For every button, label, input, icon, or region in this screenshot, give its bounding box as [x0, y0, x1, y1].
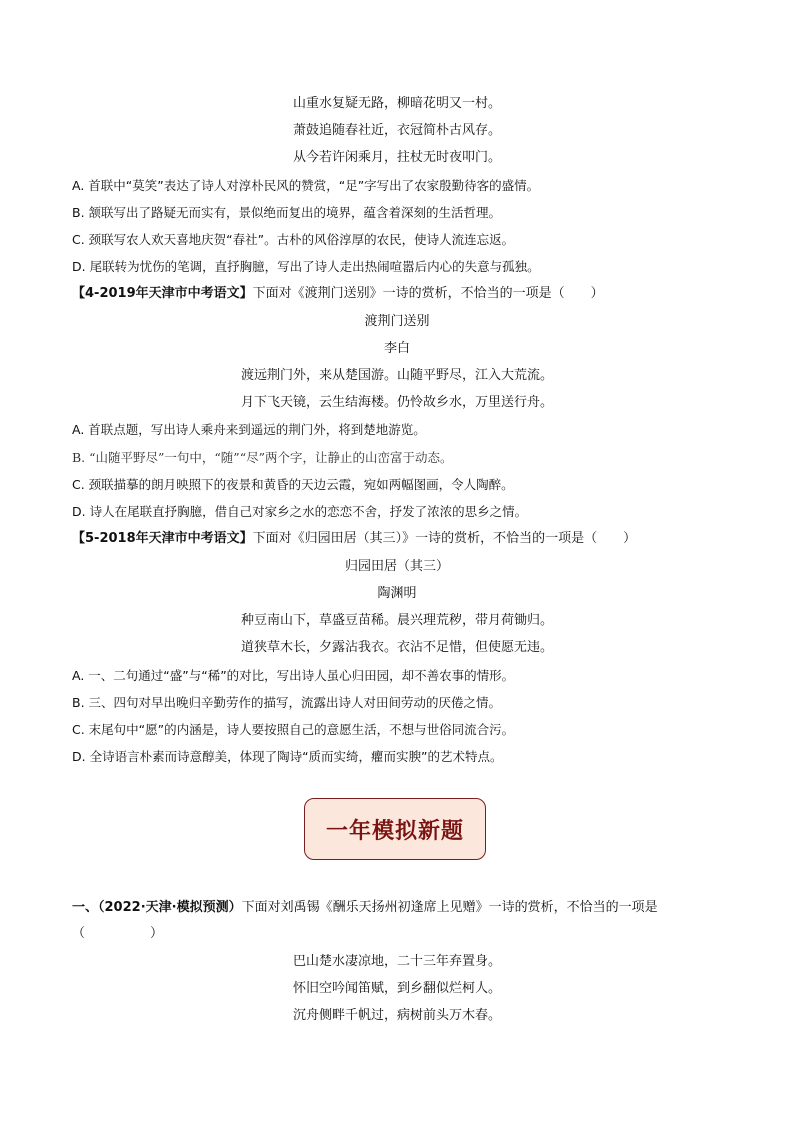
question-number: 一、: [72, 900, 99, 915]
question-source-tag: 【5-2018年天津市中考语文】: [72, 531, 253, 546]
poem-author: 李白: [383, 341, 410, 356]
poem-author: 陶渊明: [377, 586, 417, 601]
poem-line: 沉舟侧畔千帆过，病树前头万木春。: [292, 1008, 501, 1023]
option-a: A. 一、二句通过“盛”与“稀”的对比，写出诗人虽心归田园，却不善农事的情形。: [72, 668, 515, 683]
question-stem: 下面对《渡荆门送别》一诗的赏析，不恰当的一项是（ ）: [252, 286, 604, 301]
option-b: B. “山随平野尽”一句中，“随”“尽”两个字，让静止的山峦富于动态。: [72, 450, 453, 465]
poem-line: 从今若许闲乘月，拄杖无时夜叩门。: [292, 150, 501, 165]
option-d: D. 全诗语言朴素而诗意醇美，体现了陶诗“质而实绮，癯而实腴”的艺术特点。: [72, 749, 503, 764]
poem-title: 归园田居（其三）: [344, 559, 449, 574]
poem-title: 渡荆门送别: [364, 314, 430, 329]
question-stem: 下面对刘禹锡《酬乐天扬州初逢席上见赠》一诗的赏析，不恰当的一项是: [241, 900, 658, 915]
poem-line: 渡远荆门外，来从楚国游。山随平野尽，江入大荒流。: [240, 368, 553, 383]
question-source-tag: （2022·天津·模拟预测）: [98, 900, 242, 915]
option-d: D. 诗人在尾联直抒胸臆，借自己对家乡之水的恋恋不舍，抒发了浓浓的思乡之情。: [72, 504, 528, 519]
poem-line: 道狭草木长，夕露沾我衣。衣沾不足惜，但使愿无违。: [240, 640, 553, 655]
poem-line: 月下飞天镜，云生结海楼。仍怜故乡水，万里送行舟。: [240, 395, 553, 410]
sim-question-1: [72, 899, 658, 917]
section-banner: [304, 798, 486, 860]
section-banner-title: 一年模拟新题: [325, 817, 464, 844]
question-4: [72, 285, 604, 303]
option-c: C. 颈联描摹的朗月映照下的夜景和黄昏的天边云霞，宛如两幅图画，令人陶醉。: [72, 477, 514, 492]
poem-line: 种豆南山下，草盛豆苗稀。晨兴理荒秽，带月荷锄归。: [240, 613, 553, 628]
answer-blank: （ ）: [72, 926, 164, 941]
option-d: D. 尾联转为忧伤的笔调，直抒胸臆，写出了诗人走出热闹喧嚣后内心的失意与孤独。: [72, 259, 540, 274]
question-5: [72, 530, 636, 548]
option-c: C. 颈联写农人欢天喜地庆贺“春社”。古朴的风俗淳厚的农民，使诗人流连忘返。: [72, 232, 515, 247]
option-b: B. 三、四句对早出晚归辛勤劳作的描写，流露出诗人对田间劳动的厌倦之情。: [72, 695, 502, 710]
option-b: B. 颔联写出了路疑无而实有，景似绝而复出的境界，蕴含着深刻的生活哲理。: [72, 205, 502, 220]
option-a: A. 首联中“莫笑”表达了诗人对淳朴民风的赞赏，“足”字写出了农家殷勤待客的盛情。: [72, 178, 540, 193]
option-c: C. 末尾句中“愿”的内涵是，诗人要按照自己的意愿生活，不想与世俗同流合污。: [72, 722, 515, 737]
question-stem: 下面对《归园田居（其三）》一诗的赏析，不恰当的一项是（ ）: [252, 531, 637, 546]
poem-line: 萧鼓追随春社近，衣冠简朴古风存。: [292, 123, 501, 138]
question-source-tag: 【4-2019年天津市中考语文】: [72, 286, 253, 301]
option-a: A. 首联点题，写出诗人乘舟来到遥远的荆门外，将到楚地游览。: [72, 422, 426, 437]
poem-line: 山重水复疑无路，柳暗花明又一村。: [292, 96, 501, 111]
poem-line: 巴山楚水凄凉地，二十三年弃置身。: [292, 954, 501, 969]
poem-line: 怀旧空吟闻笛赋，到乡翻似烂柯人。: [292, 981, 501, 996]
